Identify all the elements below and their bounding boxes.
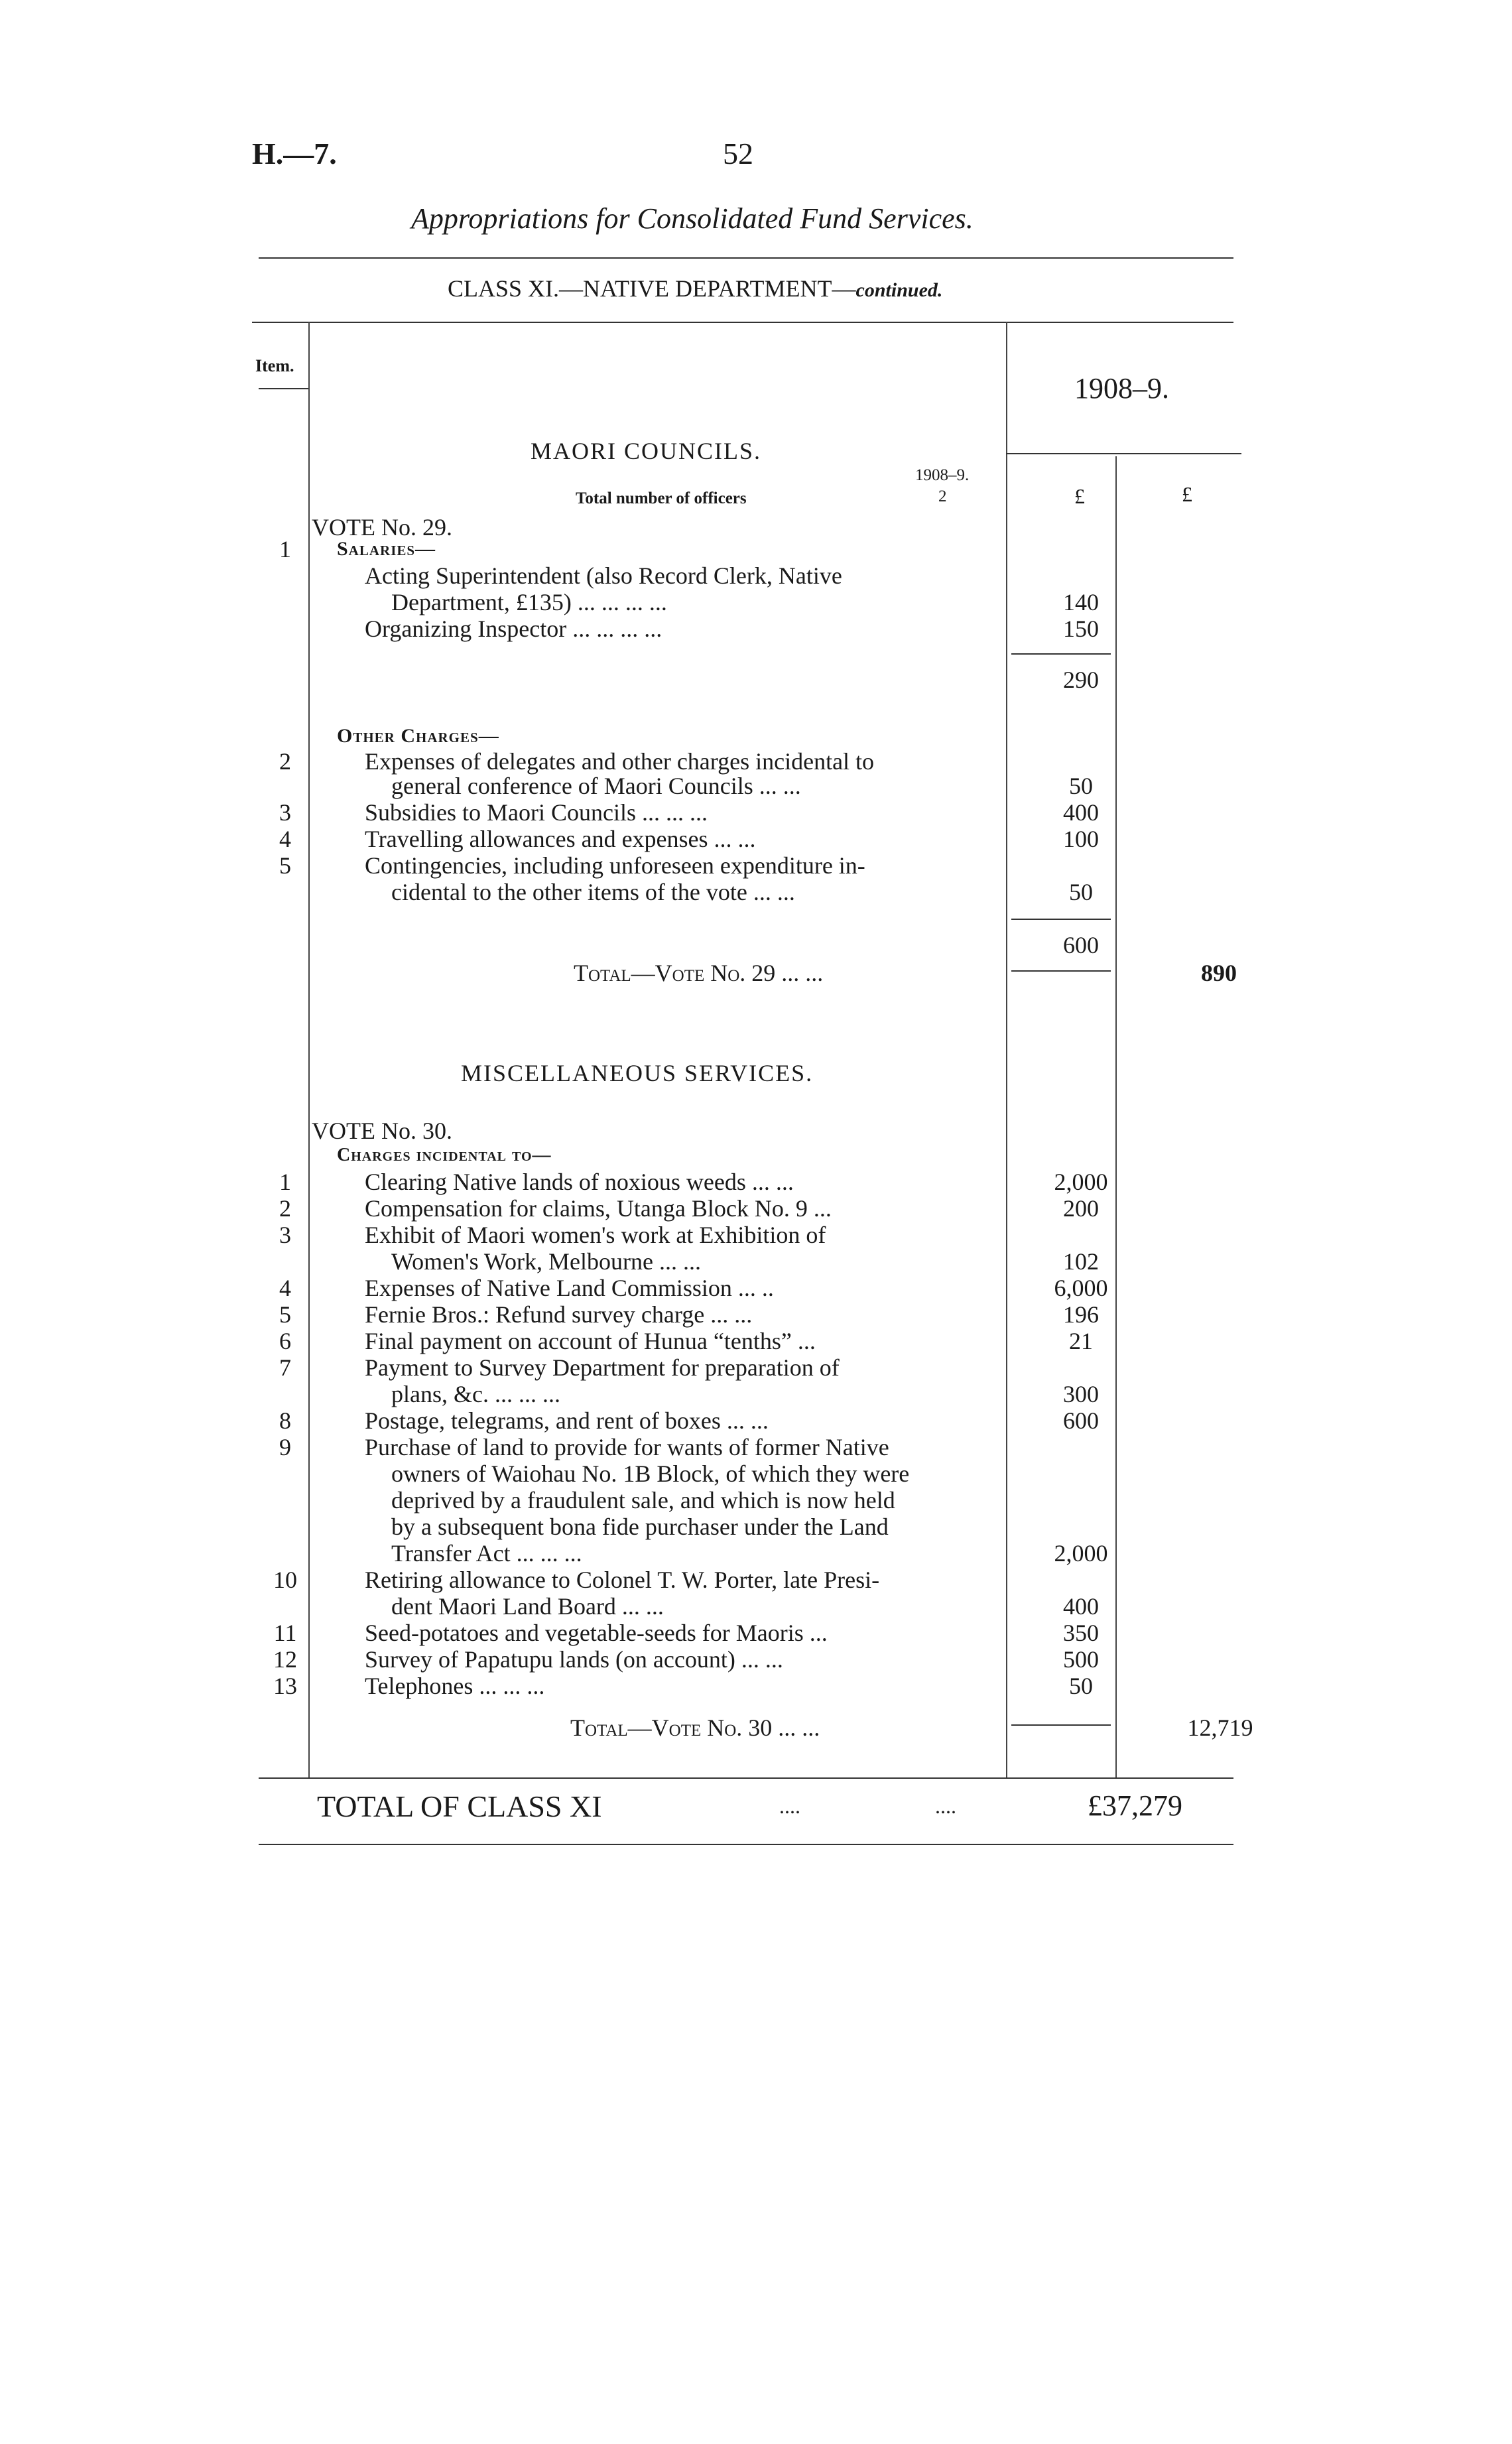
misc-item-line: Final payment on account of Hunua “tenths” ... — [365, 1328, 816, 1354]
misc-item-line: Postage, telegrams, and rent of boxes ... ... — [365, 1407, 769, 1434]
item-number: 3 — [279, 1222, 291, 1248]
pound-sign-col2: £ — [1182, 482, 1192, 506]
item-number: 3 — [279, 799, 291, 826]
rule-top — [259, 257, 1233, 259]
item-number: 5 — [279, 1301, 291, 1328]
charge-amount: 100 — [1063, 826, 1099, 852]
misc-item-line-cont: plans, &c. ... ... ... — [391, 1381, 560, 1407]
item-number: 10 — [273, 1567, 297, 1593]
rule-header-top — [252, 322, 1233, 323]
total-rule — [1011, 1724, 1111, 1726]
misc-item-line-cont: Transfer Act ... ... ... — [391, 1540, 582, 1567]
grand-total-dots: .... — [779, 1794, 800, 1818]
rule-bottom-table — [259, 1777, 1233, 1779]
charge-amount: 400 — [1063, 799, 1099, 826]
charge-amount: 50 — [1069, 879, 1093, 905]
page-reference: H.—7. — [252, 137, 337, 170]
item-number: 5 — [279, 852, 291, 879]
item-number: 12 — [273, 1646, 297, 1673]
class-heading — [448, 275, 942, 304]
misc-item-amount: 300 — [1063, 1381, 1099, 1407]
grand-total-value: £37,279 — [1088, 1789, 1182, 1822]
vote-30-total: 12,719 — [1187, 1714, 1253, 1741]
misc-item-line: Payment to Survey Department for preparation of — [365, 1354, 840, 1381]
vote-30-heading: VOTE No. 30. — [312, 1118, 452, 1144]
item-column-rule — [308, 322, 310, 1777]
salaries-subtotal: 290 — [1063, 667, 1099, 693]
vote-29-heading: VOTE No. 29. — [312, 514, 452, 541]
subtotal-rule — [1011, 919, 1111, 920]
misc-item-line: Seed-potatoes and vegetable-seeds for Maoris ... — [365, 1620, 828, 1646]
vote-29-total-label: Total—Vote No. 29 ... ... — [574, 960, 824, 986]
total-rule — [1011, 970, 1111, 972]
misc-item-amount: 600 — [1063, 1407, 1099, 1434]
page-subtitle: Appropriations for Consolidated Fund Services. — [411, 202, 974, 235]
charge-line: Subsidies to Maori Councils ... ... ... — [365, 799, 708, 826]
misc-item-amount: 2,000 — [1054, 1169, 1108, 1195]
item-number: 9 — [279, 1434, 291, 1460]
item-number: 2 — [279, 1195, 291, 1222]
charge-amount: 50 — [1069, 773, 1093, 799]
item-number: 13 — [273, 1673, 297, 1699]
misc-item-amount: 200 — [1063, 1195, 1099, 1222]
misc-item-amount: 350 — [1063, 1620, 1099, 1646]
misc-item-line: Telephones ... ... ... — [365, 1673, 545, 1699]
salary-amount: 140 — [1063, 589, 1099, 615]
item-header-underline — [259, 388, 308, 389]
misc-item-amount: 6,000 — [1054, 1275, 1108, 1301]
other-subtotal: 600 — [1063, 932, 1099, 958]
misc-item-line-cont: Women's Work, Melbourne ... ... — [391, 1248, 701, 1275]
item-number: 4 — [279, 826, 291, 852]
year-column-header: 1908–9. — [1074, 372, 1169, 405]
charges-incidental-heading: Charges incidental to— — [337, 1145, 552, 1165]
miscellaneous-heading: MISCELLANEOUS SERVICES. — [461, 1060, 814, 1086]
misc-item-line-cont: owners of Waiohau No. 1B Block, of which they were — [391, 1460, 910, 1487]
item-number: 1 — [279, 536, 291, 562]
misc-item-line: Fernie Bros.: Refund survey charge ... ... — [365, 1301, 753, 1328]
vote-29-total: 890 — [1201, 960, 1237, 986]
grand-total-dots: .... — [935, 1794, 956, 1818]
item-column-header: Item. — [255, 356, 294, 375]
item-number: 7 — [279, 1354, 291, 1381]
page-number: 52 — [723, 137, 753, 170]
misc-item-amount: 2,000 — [1054, 1540, 1108, 1567]
item-number: 6 — [279, 1328, 291, 1354]
misc-item-line: Expenses of Native Land Commission ... .. — [365, 1275, 774, 1301]
misc-item-line-cont: dent Maori Land Board ... ... — [391, 1593, 664, 1620]
officers-label: Total number of officers — [576, 489, 747, 507]
year-header-underline — [1006, 453, 1241, 454]
class-heading-continued: continued. — [855, 279, 943, 301]
misc-item-amount: 500 — [1063, 1646, 1099, 1673]
vote-30-total-label: Total—Vote No. 30 ... ... — [570, 1714, 820, 1741]
maori-councils-heading: MAORI COUNCILS. — [531, 438, 762, 464]
officers-count: 2 — [938, 487, 947, 505]
subtotal-rule — [1011, 653, 1111, 655]
misc-item-line: Compensation for claims, Utanga Block No. 9 ... — [365, 1195, 832, 1222]
charge-line: Travelling allowances and expenses ... ... — [365, 826, 756, 852]
misc-item-line: Exhibit of Maori women's work at Exhibition of — [365, 1222, 826, 1248]
misc-item-amount: 196 — [1063, 1301, 1099, 1328]
salary-line-cont: Department, £135) ... ... ... ... — [391, 589, 667, 615]
item-number: 2 — [279, 748, 291, 775]
misc-item-line: Survey of Papatupu lands (on account) ... ... — [365, 1646, 783, 1673]
salary-line: Acting Superintendent (also Record Clerk, Native — [365, 562, 842, 589]
officers-year: 1908–9. — [915, 466, 970, 484]
misc-item-line: Retiring allowance to Colonel T. W. Porter, late Presi- — [365, 1567, 880, 1593]
item-number: 4 — [279, 1275, 291, 1301]
charge-line: Expenses of delegates and other charges incidental to — [365, 748, 875, 775]
rule-bottom — [259, 1844, 1233, 1845]
misc-item-amount: 400 — [1063, 1593, 1099, 1620]
salaries-heading: Salaries— — [337, 538, 436, 560]
amount-column-rule-mid — [1115, 456, 1117, 1777]
misc-item-amount: 50 — [1069, 1673, 1093, 1699]
item-number: 1 — [279, 1169, 291, 1195]
misc-item-amount: 21 — [1069, 1328, 1093, 1354]
salary-amount: 150 — [1063, 615, 1099, 642]
amount-column-rule-left — [1006, 322, 1007, 1777]
grand-total-label: TOTAL OF CLASS XI — [317, 1789, 602, 1823]
item-number: 8 — [279, 1407, 291, 1434]
misc-item-line: Purchase of land to provide for wants of former Native — [365, 1434, 889, 1460]
misc-item-line-cont: deprived by a fraudulent sale, and which is now held — [391, 1487, 895, 1513]
misc-item-amount: 102 — [1063, 1248, 1099, 1275]
charge-line-cont: general conference of Maori Councils ... ... — [391, 773, 801, 799]
item-number: 11 — [273, 1620, 297, 1646]
other-charges-heading: Other Charges— — [337, 725, 499, 747]
charge-line-cont: cidental to the other items of the vote ... ... — [391, 879, 795, 905]
misc-item-line: Clearing Native lands of noxious weeds ... ... — [365, 1169, 794, 1195]
misc-item-line-cont: by a subsequent bona fide purchaser under the Land — [391, 1513, 889, 1540]
pound-sign-col1: £ — [1074, 484, 1085, 508]
class-heading-text: CLASS XI.—NATIVE DEPARTMENT— — [448, 275, 856, 302]
charge-line: Contingencies, including unforeseen expenditure in- — [365, 852, 865, 879]
salary-line: Organizing Inspector ... ... ... ... — [365, 615, 662, 642]
